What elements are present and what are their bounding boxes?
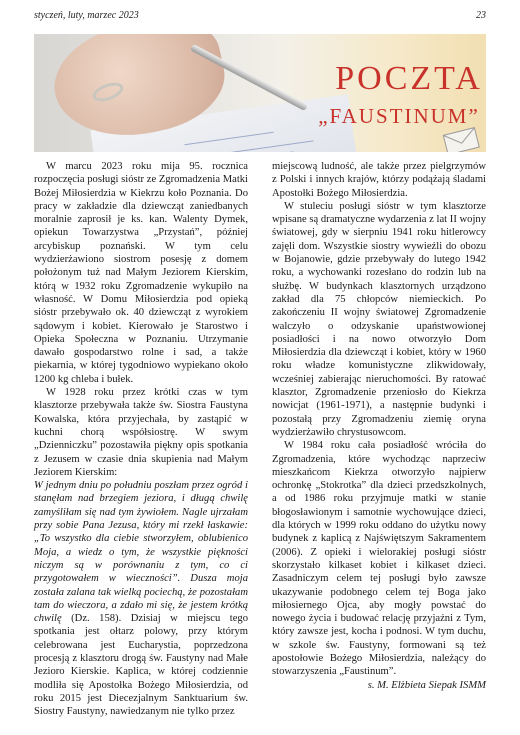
section-title: POCZTA: [335, 60, 483, 97]
author-signature: s. M. Elżbieta Siepak ISMM: [367, 679, 486, 691]
page-number: 23: [476, 10, 486, 21]
article-quote-paragraph: [34, 479, 248, 718]
article-paragraph: miejscową ludność, ale także przez pielgrzymów z Polski i innych krajów, którzy podążają śladami Apostołki Bożego Miłosierdzia.: [272, 161, 486, 199]
section-banner: [34, 34, 486, 152]
running-header: [34, 10, 486, 30]
article-paragraph: W stuleciu posługi sióstr w tym klasztorze wpisane są dramatyczne wydarzenia z lat II wojny światowej, gdy w sierpniu 1941 roku hitlerowcy zajęli dom. Wszystkie siostry wywieźli do obozu w Bojanowie, gdzie przebywały do lutego 1942 roku, a wychowanki rozesłano do rodzin lub na służbę. W budynkach klasztornych urządzono zakład dla 75 chłopców niemieckich. Po zakończeniu II wojny światowej Zgromadzenie walczyło o odzyskanie upaństwowionej posiadłości i na nowo otworzyło Dom Miłosierdzia dla dziewcząt i kobiet, który w 1960 roku władze komunistyczne zlikwidowały, wcześniej zabierając nieruchomości. By ratować klasztor, Zgromadzenie przeniosło do Kiekrza nowicjat (1961-1971), a następnie budynki i pozostałą przy Zgromadzeniu ziemię oryna wydzierżawiło chrystusowcom.: [272, 200, 486, 438]
article-column-right: [272, 160, 486, 692]
envelope-icon: [442, 126, 482, 152]
article-paragraph: W 1984 roku cała posiadłość wróciła do Zgromadzenia, które wychodząc naprzeciw mieszkańcom Kiekrza otworzyło najpierw ochronkę „Stokrotka” dla dzieci przedszkolnych, a od 1986 roku przyjmuje matki w stanie błogosławionym i samotnie wychowujące dzieci, dla których w 1999 roku oddano do użytku nowy budynek z kaplicą z Najświętszym Sakramentem (2006). Z opieki i wielorakiej posługi sióstr skorzystało kilkaset kobiet i kilkaset dzieci. Zasadniczym celem tej posługi było zawsze ukazywanie podobnego celem tej Boga jako miłosiernego Ojca, aby mogły powstać do nowego życia i budować relację przyjaźni z Tym, który zawsze jest, kocha i podnosi. W tym duchu, w szkole św. Faustyny, formowani są też apostołowie Bożego Miłosierdzia, należący do stowarzyszenia „Faustinum”.: [272, 440, 486, 678]
quote-continuation: (Dz. 158). Dzisiaj w miejscu tego spotkania jest ołtarz polowy, przy którym celebrowana jest Eucharystia, poprzedzona procesją z klasztoru drogą św. Faustyny nad Małe Jezioro Kierskie. Kaplica, w której codziennie modliła się Apostołka Bożego Miłosierdzia, od roku 2015 jest Diecezjalnym Sanktuarium św. Siostry Faustyny, nawiedzanym nie tylko przez: [34, 613, 248, 718]
article-paragraph: W 1928 roku przez krótki czas w tym klasztorze przebywała także św. Siostra Faustyna Kowalska, która przyjechała, by zastąpić w kuchni chorą współsiostrę. W swym „Dzienniczku” pozostawiła piękny opis spotkania z Jezusem w czasie dnia skupienia nad Małym Jeziorem Kierskim:: [34, 387, 248, 478]
issue-date: styczeń, luty, marzec 2023: [34, 10, 139, 21]
article-column-left: [34, 160, 248, 718]
diary-quote: W jednym dniu po południu poszłam przez ogród i stanęłam nad brzegiem jeziora, i długą chwilę zamyśliłam się nad tym żywiołem. Nagle ujrzałam przy sobie Pana Jezusa, który mi rzekł łaskawie: „To wszystko dla ciebie stworzyłem, oblubienico Moja, a wiedz o tym, że wszystkie piękności niczym są w porównaniu z tym, co ci przygotowałem w wieczności”. Dusza moja została zalana tak wielką pociechą, że pozostałam tam do wieczora, a zdało mi się, że jestem krótką chwilę: [34, 480, 248, 625]
section-subtitle: „FAUSTINUM”: [318, 104, 480, 128]
article-paragraph: W marcu 2023 roku mija 95. rocznica rozpoczęcia posługi sióstr ze Zgromadzenia Matki Bożej Miłosierdzia w Kiekrzu koło Poznania. Do pracy w zakładzie dla dziewcząt zaniedbanych moralnie zaprosił je ks. kan. Walenty Dymek, opiekun Towarzystwa „Przystań”, później arcybiskup poznański. W tym celu wydzierżawiono siostrom posesję z domem położonym tuż nad Małym Jeziorem Kierskim, którą w 1932 roku Zgromadzenie wykupiło na własność. W Domu Miłosierdzia pod opieką sióstr przebywało ok. 40 dziewcząt z wyrokiem sądowym i kobiet. Kierowało je Starostwo i Opieka Społeczna w Poznaniu. Utrzymanie dawało gospodarstwo rolne i sad, a także piekarnia, w której tygodniowo wypiekano około 1200 kg chleba i bułek.: [34, 161, 248, 385]
